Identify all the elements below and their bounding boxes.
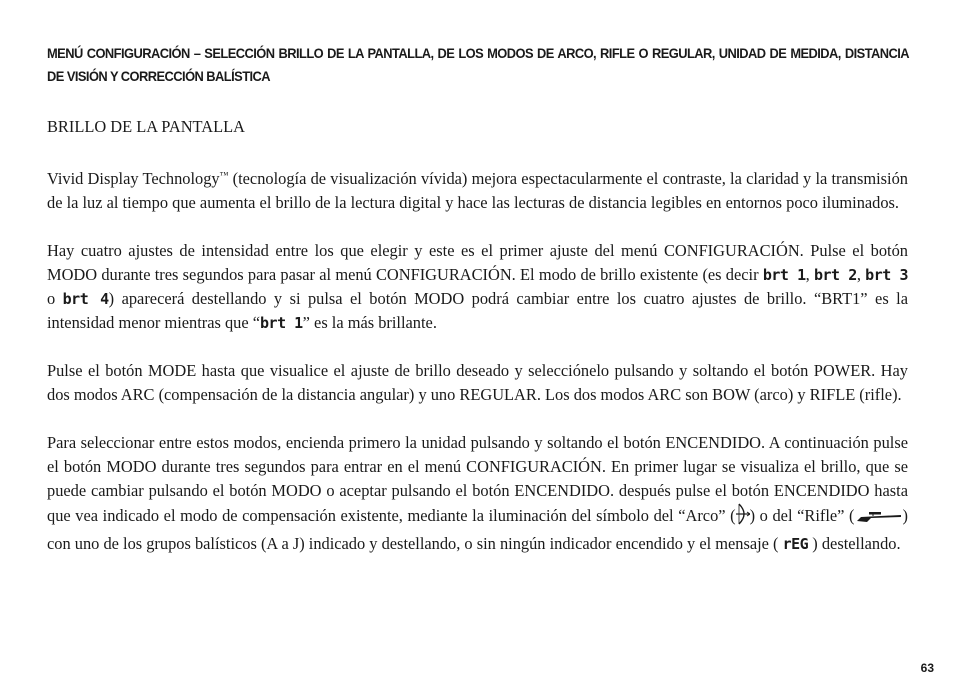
display-readout-brt-brightest: brt 1: [260, 314, 303, 332]
trademark-symbol: ™: [219, 170, 229, 180]
bow-icon: [736, 503, 750, 532]
separator-text: o: [47, 289, 63, 308]
body-text: [47, 115, 908, 580]
paragraph-brightness-settings: [47, 239, 908, 335]
paragraph-text: ) con uno de los grupos balísticos (A a J) indicado y destellando, o sin ningún indicador encendido y el mensaje (: [47, 506, 908, 553]
paragraph-text: ) o del “Rifle” (: [749, 506, 855, 525]
paragraph-text: (tecnología de visualización vívida) mejora espectacularmente el contraste, la claridad y la transmisión de la luz al tiempo que aumenta el brillo de la lectura digital y hace las lecturas de distancia legibles en entornos poco iluminados.: [47, 169, 908, 212]
paragraph-text: Vivid Display Technology: [47, 169, 220, 188]
paragraph-text: ) aparecerá destellando y si pulsa el botón MODO podrá cambiar entre los cuatro ajustes de brillo. “BRT1” es la intensidad menor mientras que “: [47, 289, 908, 332]
page-heading: MENÚ CONFIGURACIÓN – SELECCIÓN BRILLO DE LA PANTALLA, DE LOS MODOS DE ARCO, RIFLE O REGULAR, UNIDAD DE MEDIDA, DISTANCIA DE VISIÓN Y CORRECCIÓN BALÍSTICA: [47, 45, 910, 84]
display-readout-reg: rEG: [782, 535, 809, 553]
paragraph-text: Hay cuatro ajustes de intensidad entre los que elegir y este es el primer ajuste del menú CONFIGURACIÓN. Pulse el botón MODO durante tres segundos para pasar al menú CONFIGURACIÓN. El modo de brillo existente (es decir: [47, 241, 908, 284]
paragraph-vivid-display: [47, 163, 908, 215]
paragraph-text: ” es la más brillante.: [302, 313, 437, 332]
separator-text: ,: [805, 265, 814, 284]
display-readout-brt4: brt 4: [62, 290, 109, 308]
separator-text: ,: [856, 265, 866, 284]
rifle-icon: [855, 508, 903, 532]
paragraph-text: ) destellando.: [808, 534, 901, 553]
display-readout-brt2: brt 2: [814, 266, 857, 284]
display-readout-brt3: brt 3: [865, 266, 908, 284]
display-readout-brt1: brt 1: [762, 266, 806, 284]
section-title: BRILLO DE LA PANTALLA: [47, 117, 245, 136]
paragraph-text: Para seleccionar entre estos modos, encienda primero la unidad pulsando y soltando el botón ENCENDIDO. A continuación pulse el botón MODO durante tres segundos para entrar en el menú CONFIGURACIÓN. En primer lugar se visualiza el brillo, que se puede cambiar pulsando el botón MODO o aceptar pulsando el botón ENCENDIDO. después pulse el botón ENCENDIDO hasta que vea indicado el modo de compensación existente, mediante la iluminación del símbolo del “Arco” (: [47, 433, 908, 525]
page-number: 63: [920, 661, 934, 675]
paragraph-select-modes: [47, 431, 908, 556]
paragraph-mode-selection: Pulse el botón MODE hasta que visualice el ajuste de brillo deseado y selecciónelo pulsando y soltando el botón POWER. Hay dos modos ARC (compensación de la distancia angular) y uno REGULAR. Los dos modos ARC son BOW (arco) y RIFLE (rifle).: [47, 361, 908, 404]
